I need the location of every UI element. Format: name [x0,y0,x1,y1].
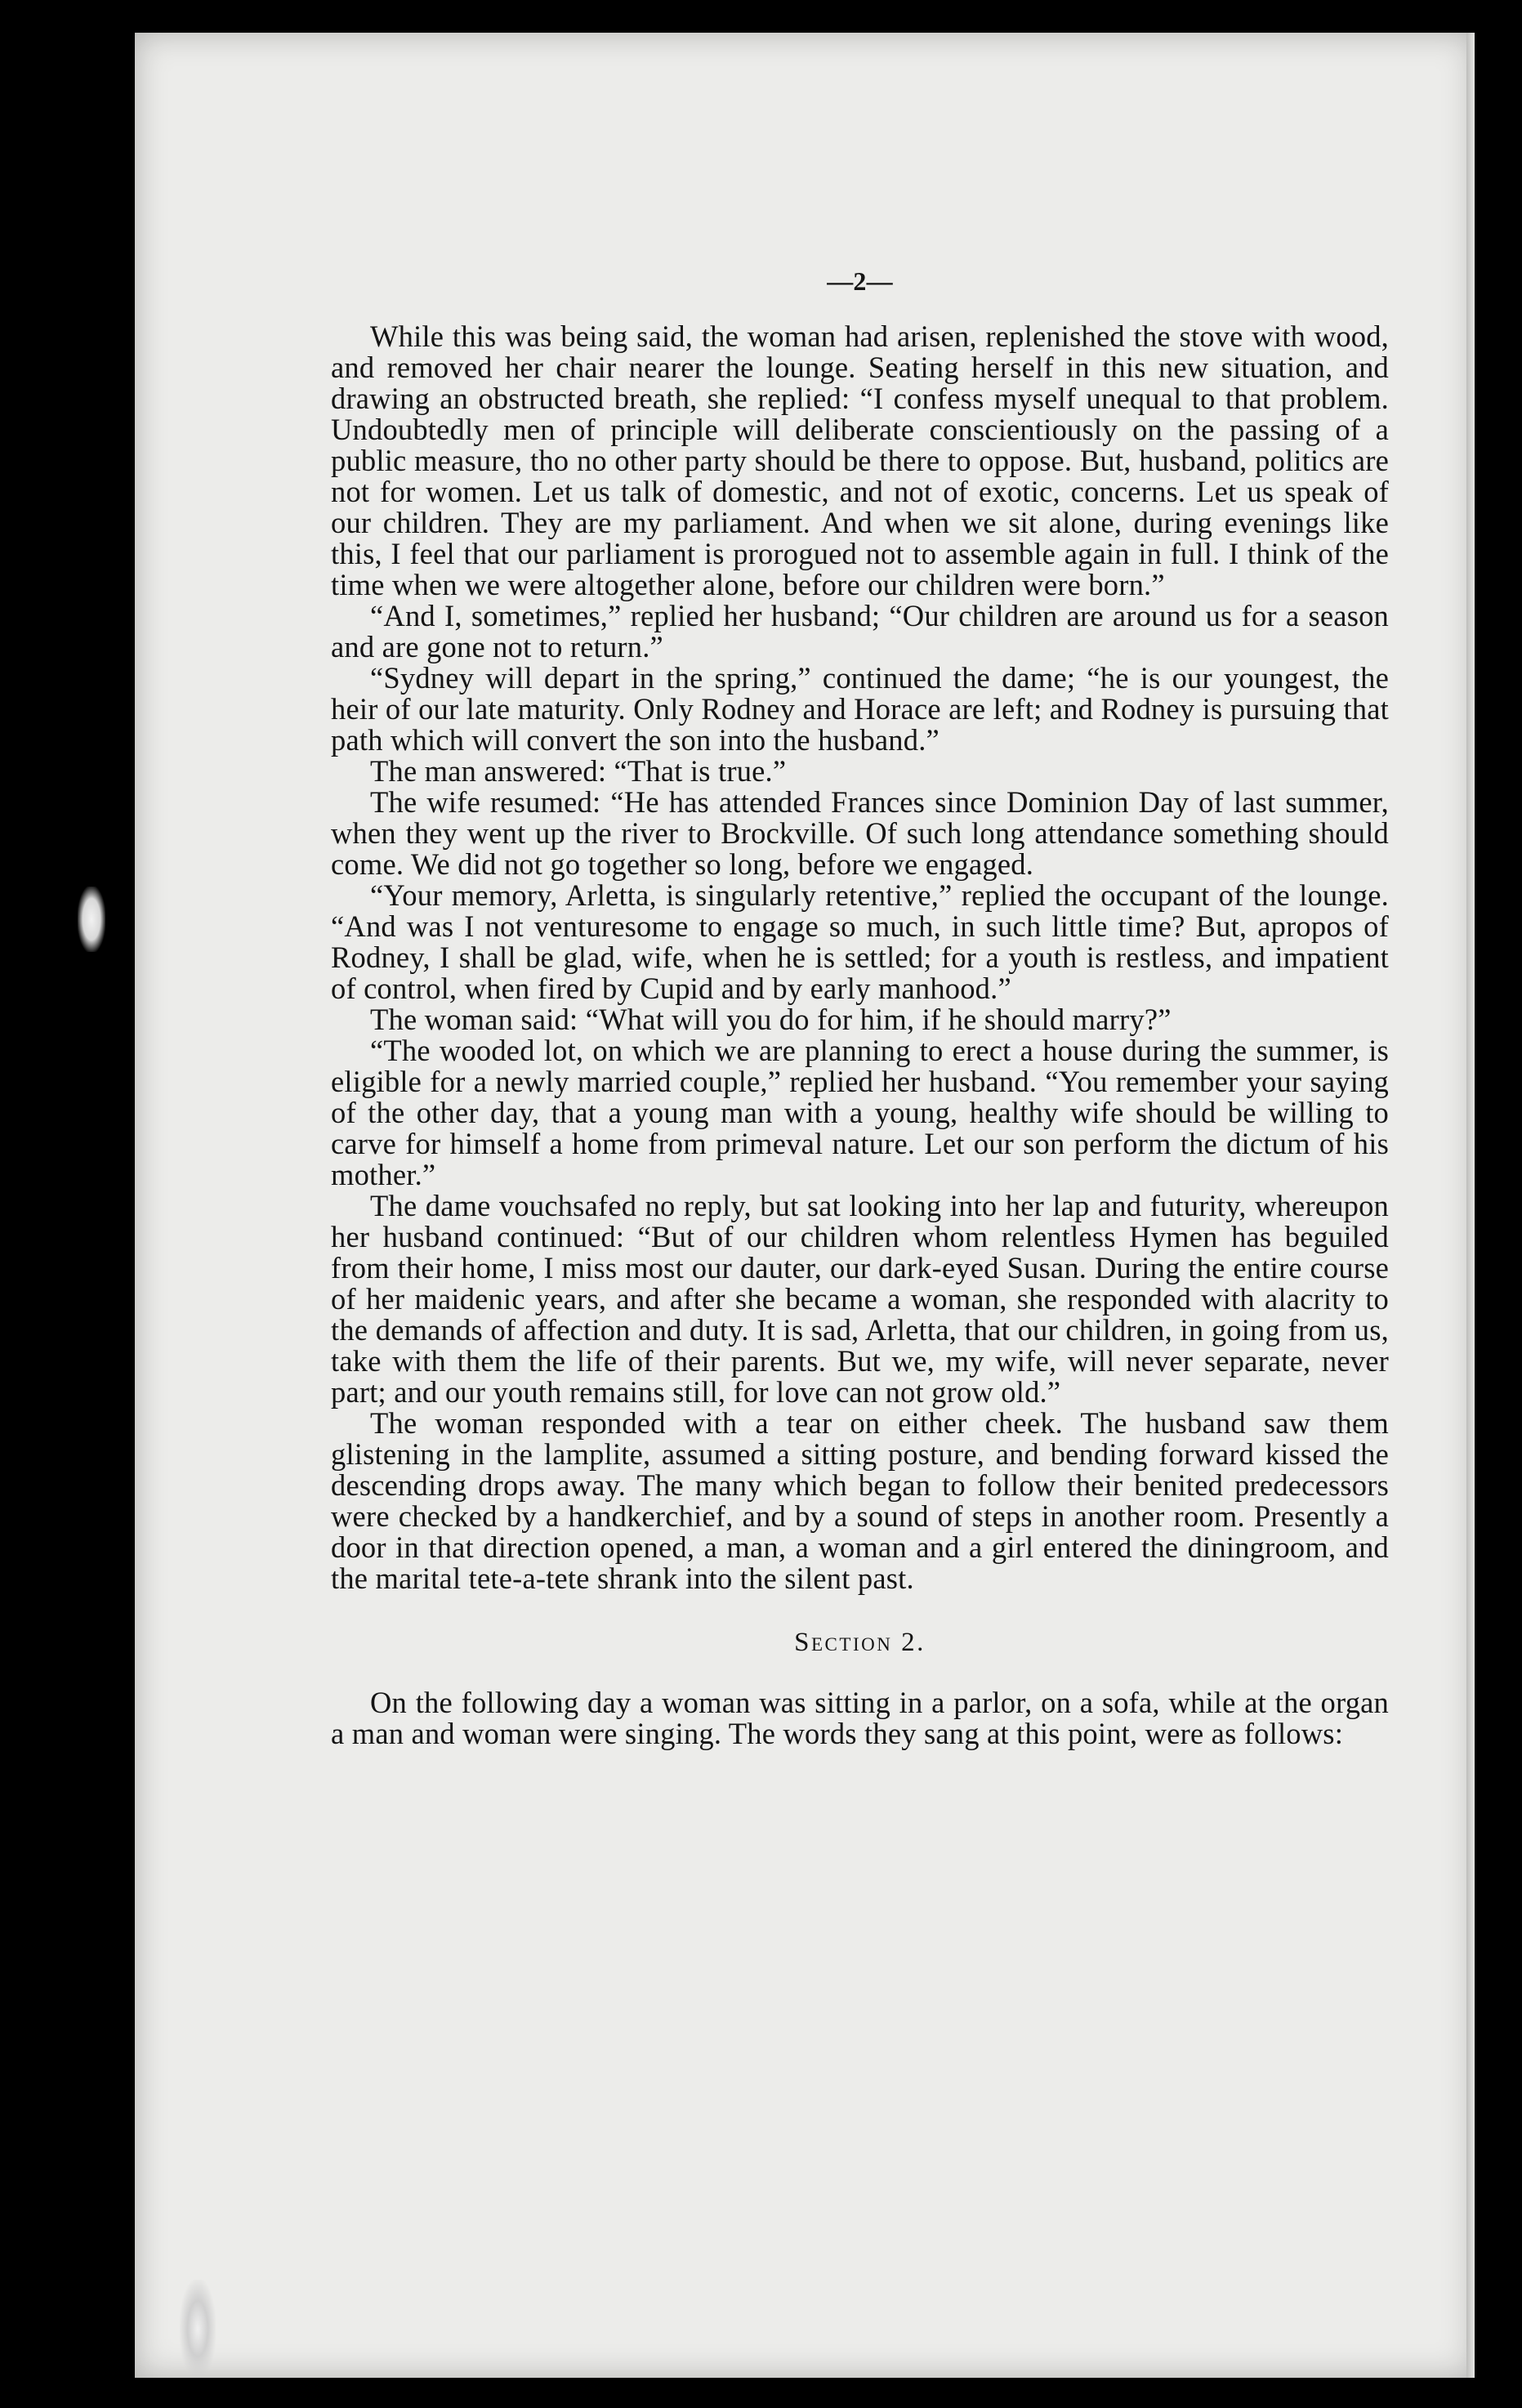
paragraph-7: The woman said: “What will you do for him, if he should marry?” [370,1003,1172,1036]
page-number: —2— [827,266,893,296]
paragraph-9: The dame vouchsafed no reply, but sat looking into her lap and futurity, whereupon her husband continued: “But of our children whom relentless Hymen has beguiled from their home, I miss most our dauter, our dark-eyed Susan. During the entire course of her maidenic years, and after she became a woman, she responded with alacrity to the demands of affection and duty. It is sad, Arletta, that our children, in going from us, take with them the life of their parents. But we, my wife, will never separate, never part; and our youth remains still, for love can not grow old.” [331,1189,1389,1409]
section-heading: Section 2. [794,1628,926,1657]
paragraph-6: “Your memory, Arletta, is singularly retentive,” replied the occupant of the lounge. “And was I not venturesome to engage so much, in such little time? But, apropos of Rodney, I shall be glad, wife, when he is settled; for a youth is restless, and impatient of control, when fired by Cupid and by early manhood.” [331,878,1389,1005]
paragraph-10: The woman responded with a tear on either cheek. The husband saw them glistening in the lamplite, assumed a sitting posture, and bending forward kissed the descending drops away. The many which began to follow their benited predecessors were checked by a handkerchief, and by a sound of steps in another room. Presently a door in that direction opened, a man, a woman and a girl entered the diningroom, and the marital tete-a-tete shrank into the silent past. [331,1406,1389,1595]
page-edge-shadow [1466,33,1475,2378]
paragraph-8: “The wooded lot, on which we are planning to erect a house during the summer, is eligible for a newly married couple,” replied her husband. “You remember your saying of the other day, that a young man with a young, healthy wife should be willing to carve for himself a home from primeval nature. Let our son perform the dictum of his mother.” [331,1034,1389,1191]
paragraph-5: The wife resumed: “He has attended Frances since Dominion Day of last summer, when they went up the river to Brockville. Of such long attendance something should come. We did not go together so long, before we engaged. [331,785,1389,881]
scan-smudge-bottom [180,2280,216,2378]
page-text-block [331,266,1389,1749]
section-paragraph-1: On the following day a woman was sitting in a parlor, on a sofa, while at the organ a man and woman were singing. The words they sang at this point, were as follows: [331,1686,1389,1750]
paragraph-2: “And I, sometimes,” replied her husband; “Our children are around us for a season and are gone not to return.” [331,599,1389,663]
paragraph-1: While this was being said, the woman had arisen, replenished the stove with wood, and removed her chair nearer the lounge. Seating herself in this new situation, and drawing an obstructed breath, she replied: “I confess myself unequal to that problem. Undoubtedly men of principle will deliberate conscientiously on the passing of a public measure, tho no other party should be there to oppose. But, husband, politics are not for women. Let us talk of domestic, and not of exotic, concerns. Let us speak of our children. They are my parliament. And when we sit alone, during evenings like this, I feel that our parliament is prorogued not to assemble again in full. I think of the time when we were altogether alone, before our children were born.” [331,319,1389,601]
scan-smudge-left [78,887,105,952]
paragraph-4: The man answered: “That is true.” [370,754,787,788]
paragraph-3: “Sydney will depart in the spring,” continued the dame; “he is our youngest, the heir of our late maturity. Only Rodney and Horace are left; and Rodney is pursuing that path which will convert the son into the husband.” [331,661,1389,757]
